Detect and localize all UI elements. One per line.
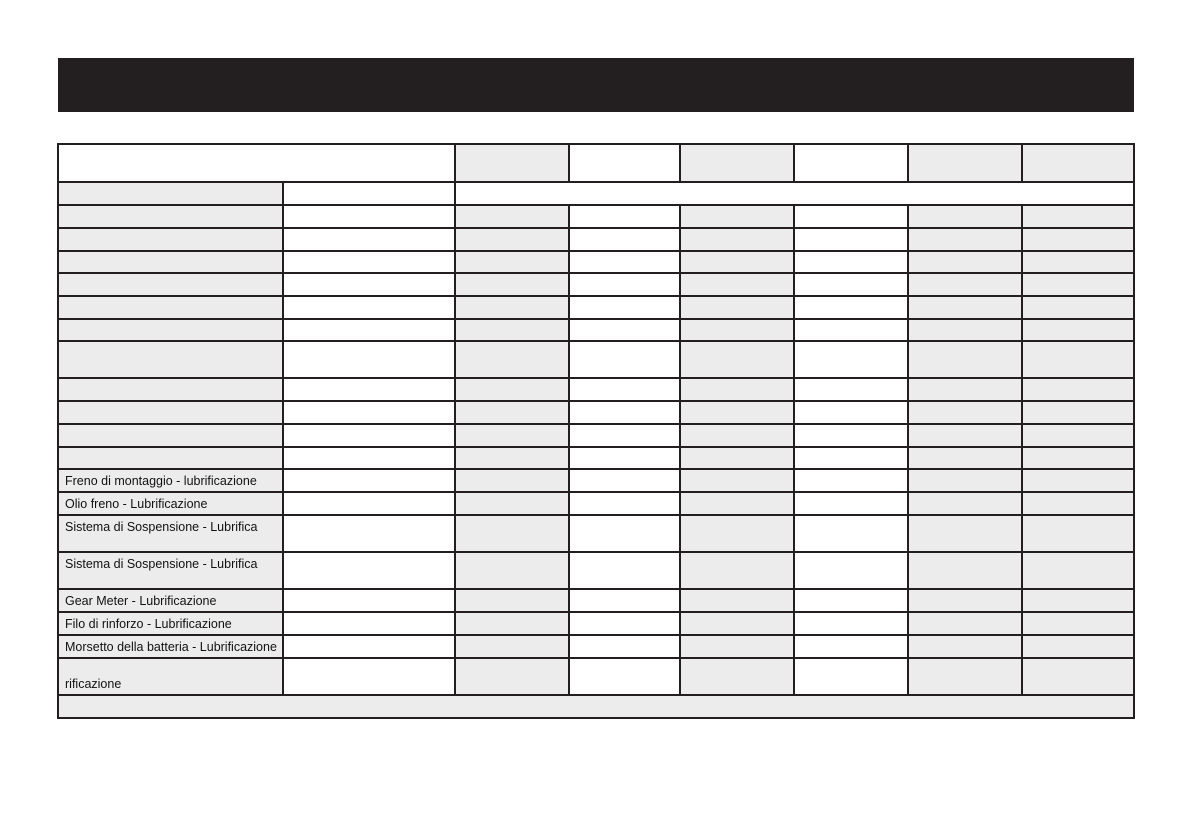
table-cell xyxy=(680,469,794,492)
header-interval-6 xyxy=(1022,144,1134,182)
row-label xyxy=(58,341,283,378)
table-cell xyxy=(455,228,569,251)
row-label xyxy=(58,205,283,228)
table-cell xyxy=(455,319,569,341)
maintenance-table xyxy=(57,143,1135,719)
table-cell xyxy=(569,296,680,319)
table-cell xyxy=(680,589,794,612)
table-cell xyxy=(455,424,569,447)
table-cell xyxy=(680,515,794,552)
table-cell xyxy=(794,205,908,228)
table-cell xyxy=(283,341,455,378)
table-row xyxy=(58,205,1134,228)
table-cell xyxy=(455,552,569,589)
table-cell xyxy=(680,447,794,469)
row-label: Filo di rinforzo - Lubrificazione xyxy=(58,612,283,635)
table-cell xyxy=(455,296,569,319)
table-cell xyxy=(680,378,794,401)
table-cell xyxy=(680,424,794,447)
header-interval-5 xyxy=(908,144,1022,182)
table-row xyxy=(58,447,1134,469)
table-cell xyxy=(569,378,680,401)
table-cell xyxy=(680,492,794,515)
table-cell xyxy=(908,658,1022,695)
table-cell xyxy=(680,319,794,341)
table-cell xyxy=(1022,552,1134,589)
table-cell xyxy=(1022,378,1134,401)
table-cell xyxy=(283,515,455,552)
row-label xyxy=(58,378,283,401)
table-cell xyxy=(1022,205,1134,228)
table-cell xyxy=(1022,341,1134,378)
table-row xyxy=(58,552,1134,589)
table-cell xyxy=(569,515,680,552)
table-cell xyxy=(1022,469,1134,492)
row-label xyxy=(58,228,283,251)
table-cell xyxy=(283,228,455,251)
table-cell xyxy=(794,228,908,251)
table-cell xyxy=(908,589,1022,612)
table-cell xyxy=(569,251,680,273)
table-cell xyxy=(908,251,1022,273)
table-row xyxy=(58,378,1134,401)
row-label xyxy=(58,424,283,447)
table-row xyxy=(58,401,1134,424)
table-cell xyxy=(455,635,569,658)
table-cell xyxy=(680,228,794,251)
table-cell xyxy=(794,492,908,515)
table-cell xyxy=(1022,447,1134,469)
table-cell xyxy=(908,341,1022,378)
row-label: Morsetto della batteria - Lubrificazione xyxy=(58,635,283,658)
table-cell xyxy=(794,319,908,341)
table-cell xyxy=(283,658,455,695)
table-cell xyxy=(908,612,1022,635)
header-row xyxy=(58,144,1134,182)
table-cell xyxy=(569,273,680,296)
table-cell xyxy=(455,182,1134,205)
table-cell xyxy=(455,251,569,273)
table-cell xyxy=(908,228,1022,251)
table-cell xyxy=(283,635,455,658)
table-cell xyxy=(569,552,680,589)
table-row xyxy=(58,341,1134,378)
table-cell xyxy=(283,469,455,492)
row-label: Gear Meter - Lubrificazione xyxy=(58,589,283,612)
table-row xyxy=(58,589,1134,612)
table-cell xyxy=(1022,251,1134,273)
table-cell xyxy=(455,341,569,378)
table-cell xyxy=(569,492,680,515)
table-cell xyxy=(1022,424,1134,447)
table-row xyxy=(58,635,1134,658)
footer-row xyxy=(58,695,1134,718)
row-label: rificazione xyxy=(58,658,283,695)
table-cell xyxy=(794,401,908,424)
table-cell xyxy=(680,658,794,695)
table-cell xyxy=(1022,401,1134,424)
row-label xyxy=(58,447,283,469)
table-cell xyxy=(794,447,908,469)
table-row xyxy=(58,424,1134,447)
table-cell xyxy=(455,401,569,424)
table-cell xyxy=(680,205,794,228)
table-cell xyxy=(680,401,794,424)
table-cell xyxy=(794,341,908,378)
table-cell xyxy=(794,515,908,552)
table-cell xyxy=(569,589,680,612)
table-cell xyxy=(680,341,794,378)
table-cell xyxy=(680,251,794,273)
table-cell xyxy=(680,552,794,589)
table-cell xyxy=(1022,635,1134,658)
table-cell xyxy=(680,612,794,635)
table-cell xyxy=(680,273,794,296)
row-label xyxy=(58,182,283,205)
table-cell xyxy=(569,228,680,251)
table-cell xyxy=(680,635,794,658)
table-cell xyxy=(908,469,1022,492)
table-cell xyxy=(569,424,680,447)
row-label xyxy=(58,251,283,273)
header-interval-3 xyxy=(680,144,794,182)
table-cell xyxy=(908,273,1022,296)
table-cell xyxy=(283,552,455,589)
table-row xyxy=(58,182,1134,205)
table-cell xyxy=(794,296,908,319)
table-cell xyxy=(283,424,455,447)
table-cell xyxy=(908,515,1022,552)
table-row xyxy=(58,658,1134,695)
row-label xyxy=(58,296,283,319)
table-row xyxy=(58,251,1134,273)
table-row xyxy=(58,612,1134,635)
table-cell xyxy=(908,492,1022,515)
table-cell xyxy=(569,658,680,695)
table-cell xyxy=(569,469,680,492)
table-cell xyxy=(908,319,1022,341)
table-cell xyxy=(283,273,455,296)
table-cell xyxy=(283,401,455,424)
table-cell xyxy=(908,296,1022,319)
table-cell xyxy=(794,635,908,658)
table-cell xyxy=(908,378,1022,401)
table-cell xyxy=(283,319,455,341)
table-cell xyxy=(283,378,455,401)
row-label: Sistema di Sospensione - Lubrifica xyxy=(58,552,283,589)
table-cell xyxy=(794,552,908,589)
header-cell xyxy=(58,144,455,182)
table-cell xyxy=(908,424,1022,447)
table-cell xyxy=(569,447,680,469)
table-cell xyxy=(1022,273,1134,296)
row-label: Freno di montaggio - lubrificazione xyxy=(58,469,283,492)
table-row xyxy=(58,228,1134,251)
table-cell xyxy=(283,251,455,273)
table-cell xyxy=(283,296,455,319)
table-cell xyxy=(908,401,1022,424)
table-cell xyxy=(908,447,1022,469)
row-label xyxy=(58,401,283,424)
table-cell xyxy=(794,424,908,447)
table-cell xyxy=(283,612,455,635)
table-cell xyxy=(283,205,455,228)
table-cell xyxy=(455,273,569,296)
header-interval-1 xyxy=(455,144,569,182)
table-row xyxy=(58,469,1134,492)
table-cell xyxy=(908,635,1022,658)
table-row xyxy=(58,492,1134,515)
header-interval-4 xyxy=(794,144,908,182)
table-row xyxy=(58,319,1134,341)
table-row xyxy=(58,273,1134,296)
table-cell xyxy=(455,612,569,635)
table-cell xyxy=(455,515,569,552)
table-cell xyxy=(1022,296,1134,319)
table-cell xyxy=(455,589,569,612)
table-cell xyxy=(794,251,908,273)
table-cell xyxy=(908,205,1022,228)
table-cell xyxy=(569,635,680,658)
table-cell xyxy=(794,612,908,635)
row-label: Sistema di Sospensione - Lubrifica xyxy=(58,515,283,552)
table-cell xyxy=(1022,589,1134,612)
row-label xyxy=(58,319,283,341)
table-cell xyxy=(569,319,680,341)
table-cell xyxy=(794,378,908,401)
table-cell xyxy=(1022,319,1134,341)
header-interval-2 xyxy=(569,144,680,182)
table-row xyxy=(58,296,1134,319)
table-cell xyxy=(1022,612,1134,635)
table-cell xyxy=(794,658,908,695)
row-label xyxy=(58,273,283,296)
table-cell xyxy=(1022,228,1134,251)
table-cell xyxy=(1022,515,1134,552)
table-cell xyxy=(908,552,1022,589)
table-cell xyxy=(680,296,794,319)
footer-note xyxy=(58,695,1134,718)
table-cell xyxy=(569,612,680,635)
table-cell xyxy=(455,658,569,695)
table-cell xyxy=(569,401,680,424)
table-cell xyxy=(283,492,455,515)
table-cell xyxy=(569,205,680,228)
table-cell xyxy=(455,469,569,492)
table-cell xyxy=(283,589,455,612)
table-row xyxy=(58,515,1134,552)
table-cell xyxy=(794,589,908,612)
table-cell xyxy=(1022,492,1134,515)
table-cell xyxy=(455,205,569,228)
table-cell xyxy=(1022,658,1134,695)
row-label: Olio freno - Lubrificazione xyxy=(58,492,283,515)
table-cell xyxy=(569,341,680,378)
table-cell xyxy=(794,273,908,296)
table-cell xyxy=(794,469,908,492)
table-cell xyxy=(455,378,569,401)
table-cell xyxy=(283,447,455,469)
title-bar xyxy=(58,58,1134,112)
table-cell xyxy=(455,447,569,469)
table-cell xyxy=(283,182,455,205)
table-cell xyxy=(455,492,569,515)
